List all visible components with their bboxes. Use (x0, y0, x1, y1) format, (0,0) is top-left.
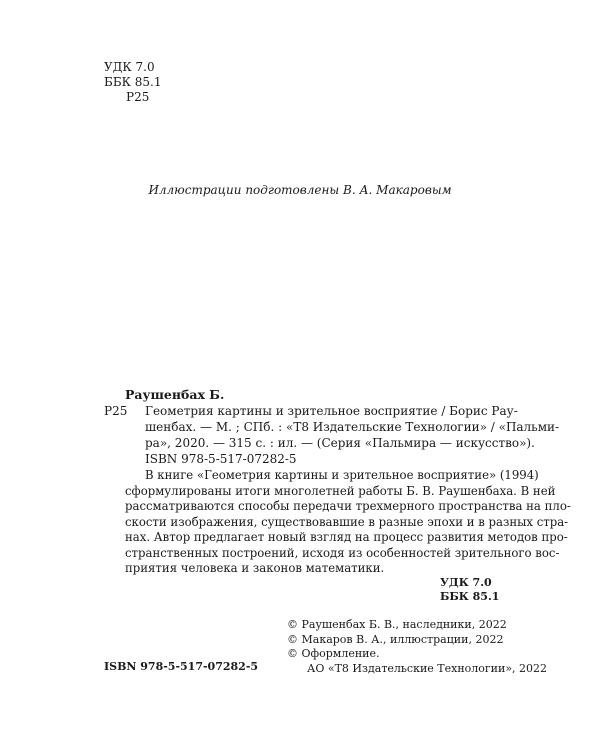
bbk-code: ББК 85.1 (104, 75, 162, 89)
abstract-line: странственных построений, исходя из особенностей зрительного вос- (125, 545, 560, 560)
abstract-line: скости изображения, существовавшие в разные эпохи и в разных стра- (125, 514, 569, 529)
illustrations-credit: Иллюстрации подготовлены В. А. Макаровым (148, 183, 452, 197)
author-mark: Р25 (126, 90, 150, 104)
abstract-line: приятия человека и законов математики. (125, 561, 385, 575)
bibliographic-description (145, 403, 560, 451)
copyright-line: © Раушенбах Б. В., наследники, 2022 (287, 618, 507, 631)
classification-codes-top (104, 60, 161, 105)
abstract (125, 468, 571, 577)
copyright-line: © Макаров В. А., иллюстрации, 2022 (287, 632, 504, 646)
bib-line: шенбах. — М. ; СПб. : «Т8 Издательские Технологии» / «Пальми- (145, 420, 560, 434)
abstract-line: рассматриваются способы передачи трехмерного пространства на пло- (125, 499, 571, 513)
isbn-inline: ISBN 978-5-517-07282-5 (145, 452, 297, 466)
abstract-line: В книге «Геометрия картины и зрительное восприятие» (1994) (145, 468, 539, 482)
bib-line: ра», 2020. — 315 с. : ил. — (Серия «Пальмира — искусство»). (145, 436, 535, 450)
bbk-code-bottom: ББК 85.1 (440, 590, 500, 603)
catalog-author-mark: Р25 (104, 404, 128, 418)
copyright-line: © Оформление. (287, 647, 380, 660)
udk-code: УДК 7.0 (104, 60, 155, 74)
classification-codes-bottom (440, 576, 500, 604)
bib-line: Геометрия картины и зрительное восприятие / Борис Рау- (145, 404, 518, 418)
copyright-notices (287, 618, 547, 676)
copyright-line: АО «Т8 Издательские Технологии», 2022 (307, 661, 548, 675)
isbn-bottom: ISBN 978-5-517-07282-5 (104, 660, 259, 673)
abstract-line: нах. Автор предлагает новый взгляд на процесс развития методов про- (125, 530, 568, 544)
abstract-line: сформулированы итоги многолетней работы Б. В. Раушенбаха. В ней (125, 483, 556, 498)
author-heading: Раушенбах Б. (125, 387, 225, 402)
udk-code-bottom: УДК 7.0 (440, 576, 492, 589)
